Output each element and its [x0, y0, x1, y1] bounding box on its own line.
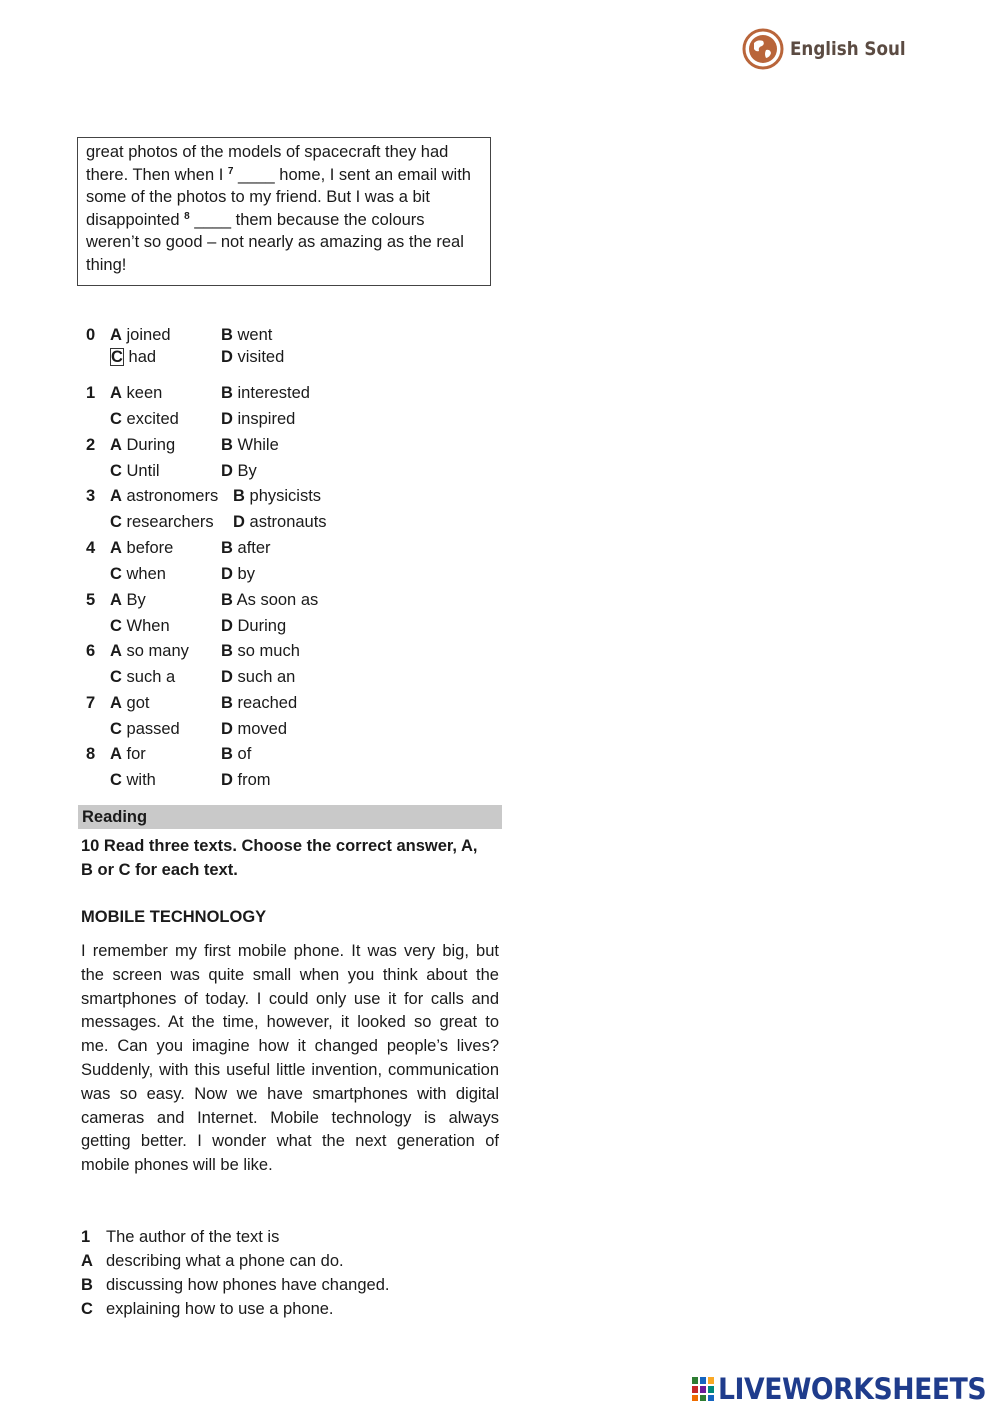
passage-line: disappointed $^8$ ____ them because the colours: [86, 210, 425, 229]
option-c[interactable]: Until: [126, 462, 160, 480]
option-c[interactable]: excited: [126, 410, 179, 428]
answer-option[interactable]: B discussing how phones have changed.: [81, 1276, 390, 1294]
option-c[interactable]: with: [126, 771, 156, 789]
text-body: I remember my first mobile phone. It was very big, but the screen was quite small when you think about the smartphones of today. I could only use it for calls and messages. At the time, however, it looked so great to me. Can you imagine how it changed people’s lives? Suddenly, with this useful little invention, communication was so easy. Now we have smartphones with digital cameras and Internet. Mobile technology is always getting better. I wonder what the next generation of mobile phones will be like.: [81, 942, 499, 1175]
option-b[interactable]: so much: [237, 642, 300, 660]
option-d[interactable]: inspired: [237, 410, 296, 428]
gap-number: 7: [227, 165, 234, 177]
option-item-6: 6 A so many B so much C such a D such an: [86, 642, 300, 686]
option-b[interactable]: of: [237, 745, 252, 763]
option-a[interactable]: During: [126, 436, 176, 454]
option-d[interactable]: During: [237, 617, 287, 635]
option-item-8: 8 A for B of C with D from: [86, 745, 271, 789]
option-b[interactable]: reached: [237, 694, 298, 712]
logo-text: English Soul: [790, 38, 906, 60]
option-c[interactable]: passed: [126, 720, 180, 738]
option-c[interactable]: such a: [126, 668, 176, 686]
globe-icon: [742, 28, 784, 70]
option-item-5: 5 A By B As soon as C When D During: [86, 591, 319, 635]
option-d[interactable]: moved: [237, 720, 288, 738]
option-a[interactable]: so many: [126, 642, 189, 660]
option-item-3: 3 A astronomers B physicists C researchers D astronauts: [86, 487, 327, 531]
gap-number: 8: [184, 210, 190, 222]
question: 1 The author of the text is: [81, 1228, 280, 1246]
option-a[interactable]: for: [126, 745, 146, 763]
passage-line: great photos of the models of spacecraft they had: [86, 143, 449, 161]
option-b[interactable]: interested: [237, 384, 310, 402]
option-item-2: 2 A During B While C Until D By: [86, 436, 279, 480]
option-d[interactable]: such an: [237, 668, 296, 686]
liveworksheets-grid-icon: [692, 1377, 714, 1401]
option-item-0: 0 A joined B went C had D visited: [86, 326, 285, 366]
option-c[interactable]: When: [126, 617, 170, 635]
answer-option[interactable]: A describing what a phone can do.: [81, 1252, 344, 1270]
option-a[interactable]: astronomers: [126, 487, 219, 505]
english-soul-logo: [742, 28, 921, 70]
exercise-instruction: 10 Read three texts. Choose the correct answer, A, B or C for each text.: [81, 837, 478, 879]
option-a[interactable]: keen: [126, 384, 163, 402]
option-item-7: 7 A got B reached C passed D moved: [86, 694, 298, 738]
option-b[interactable]: While: [237, 436, 279, 454]
passage-excerpt: [77, 137, 491, 286]
brand-name: LIVEWORKSHEETS: [718, 1372, 987, 1406]
section-header-reading: Reading: [78, 805, 502, 829]
answer-option[interactable]: C explaining how to use a phone.: [81, 1300, 334, 1318]
text-title: MOBILE TECHNOLOGY: [81, 908, 267, 926]
option-b[interactable]: As soon as: [236, 591, 319, 609]
passage-line: some of the photos to my friend. But I was a bit: [86, 188, 430, 207]
option-d[interactable]: astronauts: [249, 513, 327, 531]
passage-line: weren’t so good – not nearly as amazing as the real: [86, 233, 464, 252]
passage-line: there. Then when I $^7$ ____ home, I sent an email with: [86, 165, 471, 184]
liveworksheets-logo: [692, 1372, 1000, 1406]
option-d[interactable]: By: [237, 462, 257, 480]
option-d[interactable]: by: [237, 565, 255, 583]
option-b[interactable]: went: [237, 326, 273, 344]
option-c[interactable]: when: [126, 565, 166, 583]
option-item-4: 4 A before B after C when D by: [86, 539, 271, 583]
option-b[interactable]: after: [237, 539, 271, 557]
passage-line: thing!: [86, 255, 127, 274]
option-c[interactable]: had: [128, 348, 157, 366]
option-d[interactable]: visited: [237, 348, 285, 366]
option-b[interactable]: physicists: [249, 487, 322, 505]
option-a[interactable]: got: [126, 694, 150, 712]
option-a[interactable]: before: [126, 539, 174, 557]
option-c[interactable]: researchers: [126, 513, 214, 531]
option-a[interactable]: By: [126, 591, 146, 609]
option-a[interactable]: joined: [126, 326, 171, 344]
selected-answer-box[interactable]: C: [111, 348, 123, 366]
option-d[interactable]: from: [237, 771, 271, 789]
option-item-1: 1 A keen B interested C excited D inspired: [86, 384, 310, 428]
